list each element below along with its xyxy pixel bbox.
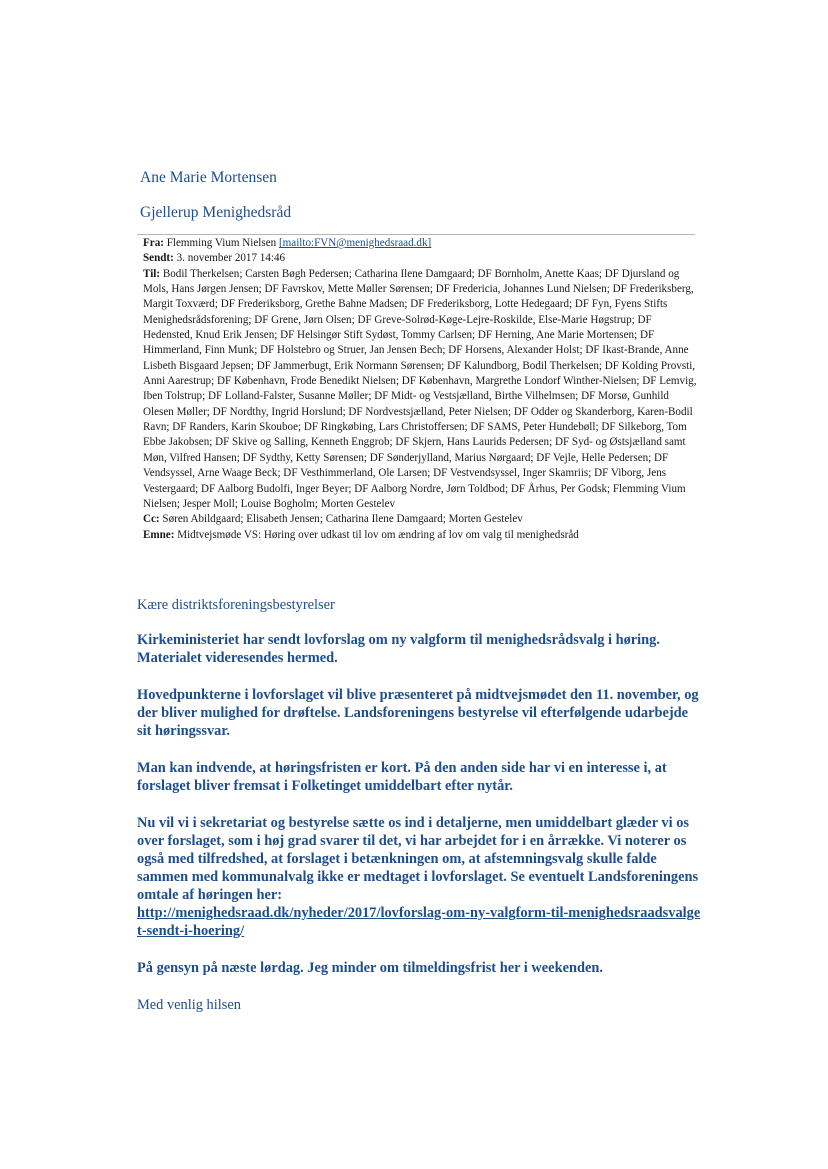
news-link[interactable]: http://menighedsraad.dk/nyheder/2017/lovforslag-om-ny-valgform-til-menighedsraadsvalget-sendt-i-hoering/ <box>137 905 701 939</box>
body-paragraph-5: På gensyn på næste lørdag. Jeg minder om tilmeldingsfrist her i weekenden. <box>137 960 603 976</box>
signature-name: Ane Marie Mortensen <box>140 169 277 186</box>
cc-line <box>143 512 698 527</box>
cc-label: Cc: <box>143 513 160 526</box>
body-paragraph-1: Kirkeministeriet har sendt lovforslag om ny valgform til menighedsrådsvalg i høring. Materialet videresendes hermed. <box>137 632 660 666</box>
to-label: Til: <box>143 267 161 280</box>
body-paragraph-4 <box>137 814 702 940</box>
closing: Med venlig hilsen <box>137 997 241 1013</box>
from-mailto-link[interactable]: [mailto:FVN@menighedsraad.dk] <box>278 237 432 249</box>
from-value: Flemming Vium Nielsen <box>166 237 277 249</box>
body-paragraph-3: Man kan indvende, at høringsfristen er kort. På den anden side har vi en interesse i, at forslaget bliver fremsat i Folketinget umiddelbart efter nytår. <box>137 760 667 794</box>
subject-line <box>143 528 698 543</box>
signature-organization: Gjellerup Menighedsråd <box>140 204 292 221</box>
from-line <box>143 236 698 251</box>
sent-line <box>143 251 698 266</box>
sent-value: 3. november 2017 14:46 <box>176 252 286 265</box>
subject-label: Emne: <box>143 528 175 541</box>
cc-recipients: Søren Abildgaard; Elisabeth Jensen; Catharina Ilene Damgaard; Morten Gestelev <box>162 513 523 526</box>
email-header <box>143 236 698 543</box>
subject-value: Midtvejsmøde VS: Høring over udkast til lov om ændring af lov om valg til menighedsråd <box>177 528 579 541</box>
from-label: Fra: <box>143 237 164 249</box>
sent-label: Sendt: <box>143 252 174 265</box>
greeting: Kære distriktsforeningsbestyrelser <box>137 597 335 613</box>
to-recipients: Bodil Therkelsen; Carsten Bøgh Pedersen; Catharina Ilene Damgaard; DF Bornholm, Anette Kaas; DF Djursland og Mols, Hans Jørgen Jensen; DF Favrskov, Mette Møller Sørensen; DF Fredericia, Johannes Lund Nielsen; DF Frederiksberg, Margit Toxværd; DF Frederiksborg, Grethe Bahne Madsen; DF Frederiksborg, Lotte Hedegaard; DF Fyn, Fyens Stifts Menighedsrådsforening; DF Grene, Jørn Olsen; DF Greve-Solrød-Køge-Lejre-Roskilde, Else-Marie Høgstrup; DF Hedensted, Knud Erik Jensen; DF Helsingør Stift Sydøst, Tommy Carlsen; DF Herning, Ane Marie Mortensen; DF Himmerland, Finn Munk; DF Holstebro og Struer, Jan Jensen Bech; DF Horsens, Alexander Holst; DF Ikast-Brande, Anne Lisbeth Bisgaard Jepsen; DF Jammerbugt, Erik Normann Sørensen; DF Kalundborg, Bodil Therkelsen; DF Kolding Provsti, Anni Aarestrup; DF København, Frode Benedikt Nielsen; DF København, Margrethe Londorf Winther-Nielsen; DF Lemvig, Iben Tolstrup; DF Lolland-Falster, Susanne Møller; DF Midt- og Vestsjælland, Birthe Vilhelmsen; DF Morsø, Gunhild Olesen Møller; DF Nordthy, Ingrid Horslund; DF Nordvestsjælland, Peter Nielsen; DF Odder og Skanderborg, Karen-Bodil Ravn; DF Randers, Karin Skouboe; DF Ringkøbing, Lars Christoffersen; DF SAMS, Peter Hundebøll; DF Silkeborg, Tom Ebbe Jakobsen; DF Skive og Salling, Kenneth Enggrob; DF Skjern, Hans Laurids Pedersen; DF Syd- og Østsjælland samt Møn, Vilfred Hansen; DF Sydthy, Ketty Sørensen; DF Sønderjylland, Marius Nørgaard; DF Vejle, Helle Pedersen; DF Vendsyssel, Arne Waage Beck; DF Vesthimmerland, Ole Larsen; DF Vestvendsyssel, Inger Skamriis; DF Viborg, Jens Vestergaard; DF Aalborg Budolfi, Inger Beyer; DF Aalborg Nordre, Jørn Toldbod; DF Århus, Per Godsk; Flemming Vium Nielsen; Jesper Moll; Louise Bogholm; Morten Gestelev <box>143 267 697 510</box>
body-paragraph-4-text: Nu vil vi i sekretariat og bestyrelse sætte os ind i detaljerne, men umiddelbart glæder vi os over forslaget, som i høj grad svarer til det, vi har arbejdet for i en årrække. Vi noterer os også med tilfredshed, at forslaget i betænkningen om, at afstemningsvalg skulle falde sammen med kommunalvalg ikke er medtaget i lovforslaget. Se eventuelt Landsforeningens omtale af høringen her: <box>137 815 699 903</box>
to-line <box>143 267 698 513</box>
email-body <box>137 596 702 1033</box>
header-divider <box>137 234 695 235</box>
body-paragraph-2: Hovedpunkterne i lovforslaget vil blive præsenteret på midtvejsmødet den 11. november, og der bliver mulighed for drøftelse. Landsforeningens bestyrelse vil efterfølgende udarbejde sit høringssvar. <box>137 687 699 739</box>
